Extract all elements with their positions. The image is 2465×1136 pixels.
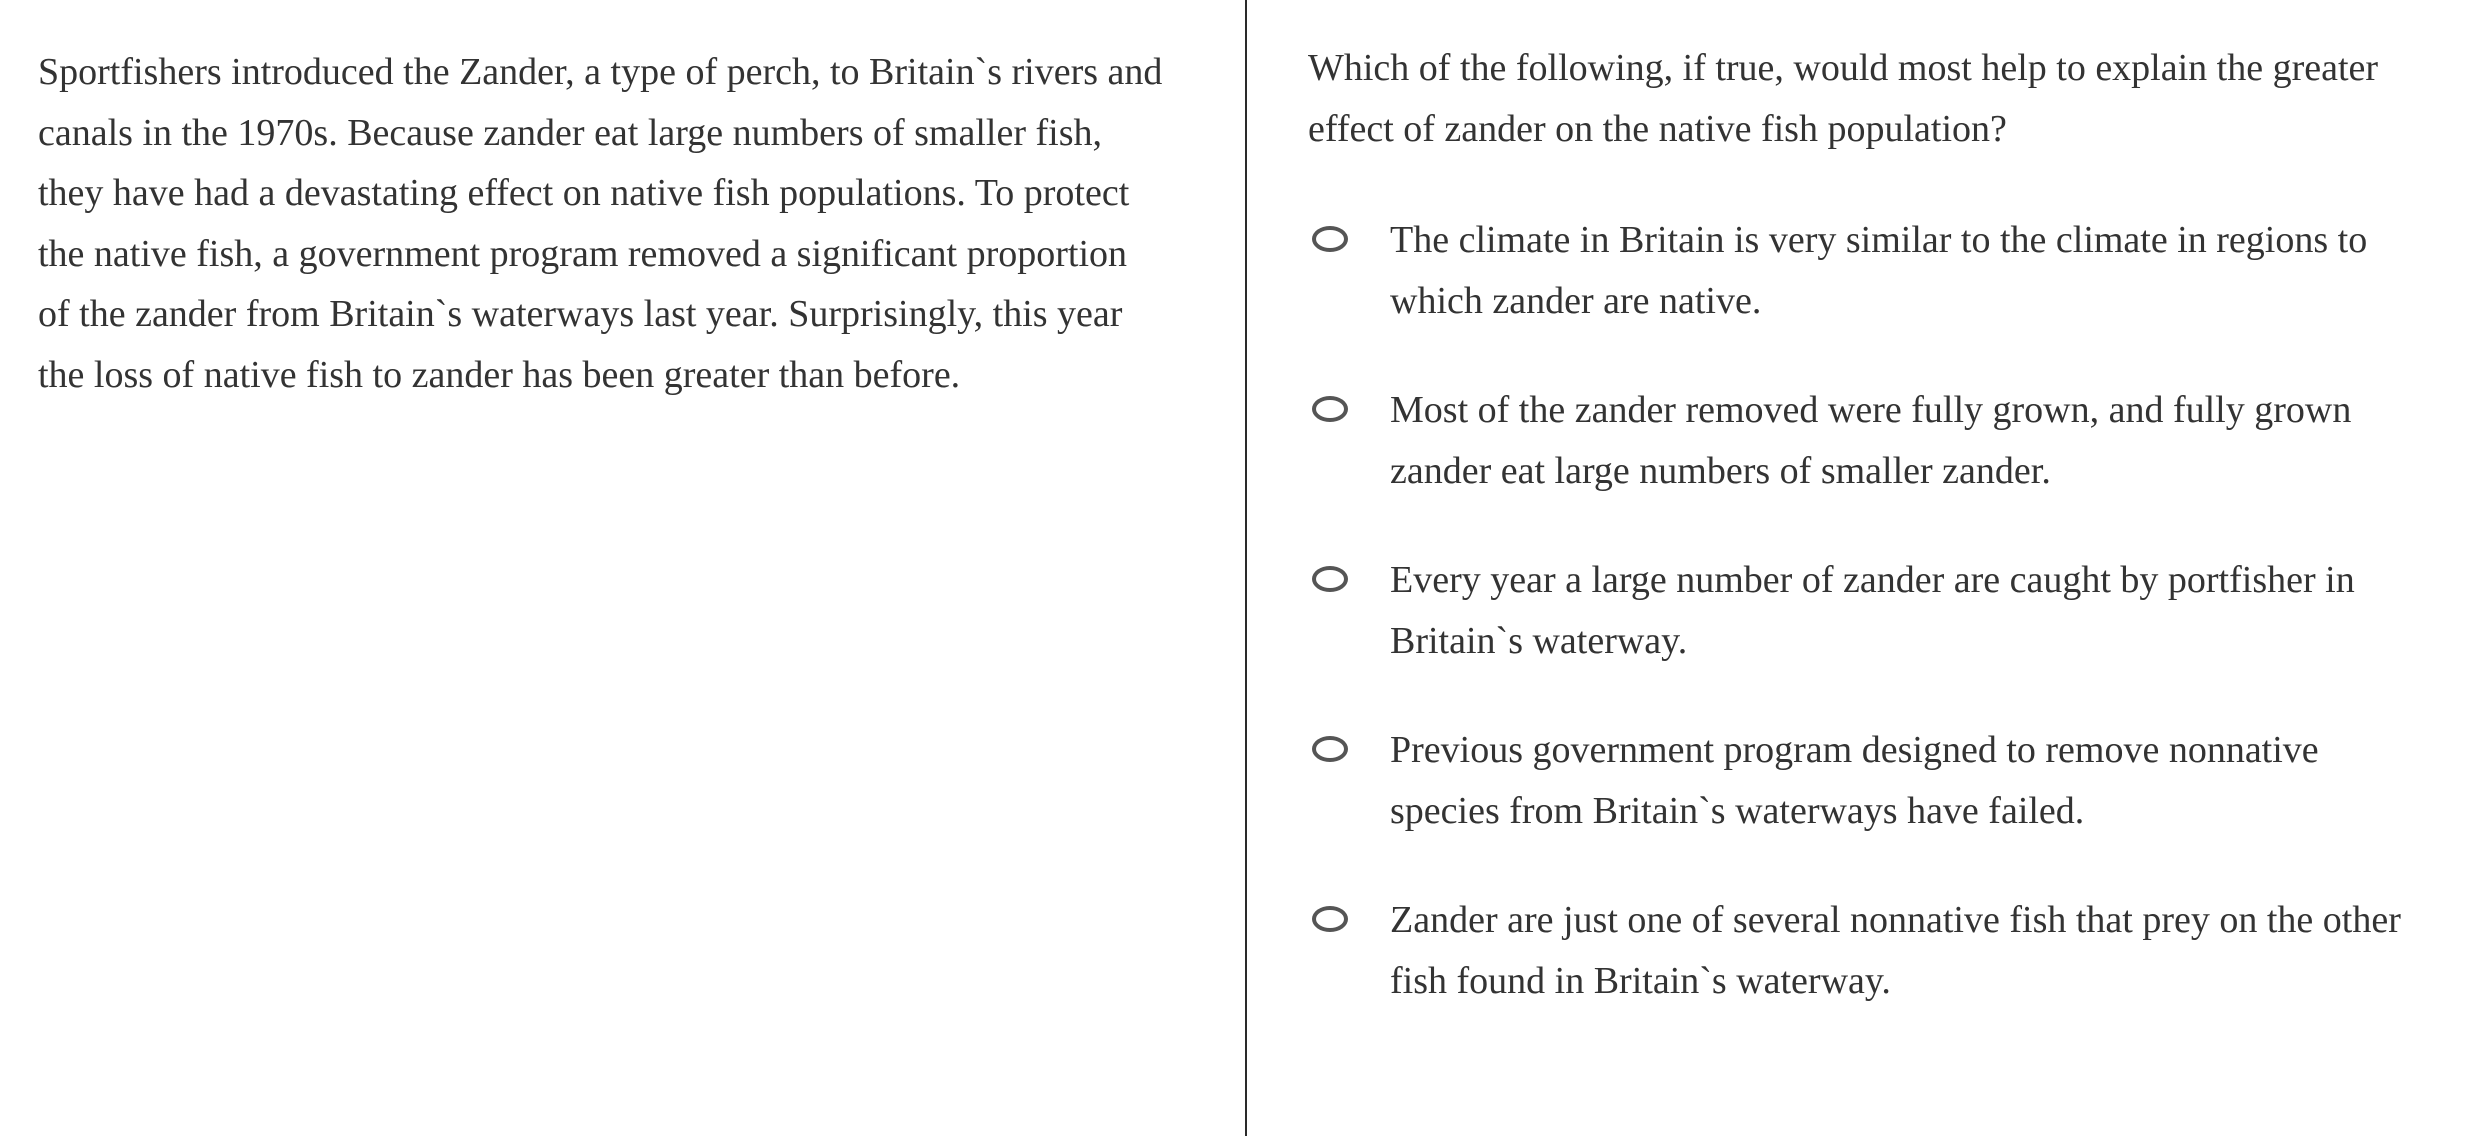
answer-choice-e[interactable]: [1312, 890, 2442, 1015]
radio-button-e[interactable]: [1312, 906, 1348, 932]
answer-choice-b[interactable]: [1312, 380, 2442, 505]
answer-choices: [1247, 0, 2465, 1136]
answer-choice-c[interactable]: [1312, 550, 2442, 675]
answer-choice-a[interactable]: [1312, 210, 2442, 335]
radio-button-d[interactable]: [1312, 736, 1348, 762]
radio-button-b[interactable]: [1312, 396, 1348, 422]
answer-choice-label[interactable]: Previous government program designed to remove nonnative species from Britain`s waterways have failed.: [1390, 729, 2319, 832]
radio-button-c[interactable]: [1312, 566, 1348, 592]
radio-button-a[interactable]: [1312, 226, 1348, 252]
answer-choice-label[interactable]: Most of the zander removed were fully grown, and fully grown zander eat large numbers of smaller zander.: [1390, 389, 2352, 492]
answer-choice-d[interactable]: [1312, 720, 2442, 845]
question-stem: Which of the following, if true, would most help to explain the greater effect of zander on the native fish population?: [1308, 47, 2379, 150]
question-pane: [1247, 0, 2465, 1136]
answer-choice-label[interactable]: The climate in Britain is very similar to the climate in regions to which zander are native.: [1390, 219, 2368, 322]
answer-choice-label[interactable]: Every year a large number of zander are caught by portfisher in Britain`s waterway.: [1390, 559, 2355, 662]
answer-choice-label[interactable]: Zander are just one of several nonnative fish that prey on the other fish found in Britain`s waterway.: [1390, 899, 2401, 1002]
passage-text: Sportfishers introduced the Zander, a type of perch, to Britain`s rivers and canals in the 1970s. Because zander eat large numbers of smaller fish, they have had a devastating effect on native fish populations. To protect the native fish, a government program removed a significant proportion of the zander from Britain`s waterways last year. Surprisingly, this year the loss of native fish to zander has been greater than before.: [38, 51, 1163, 396]
